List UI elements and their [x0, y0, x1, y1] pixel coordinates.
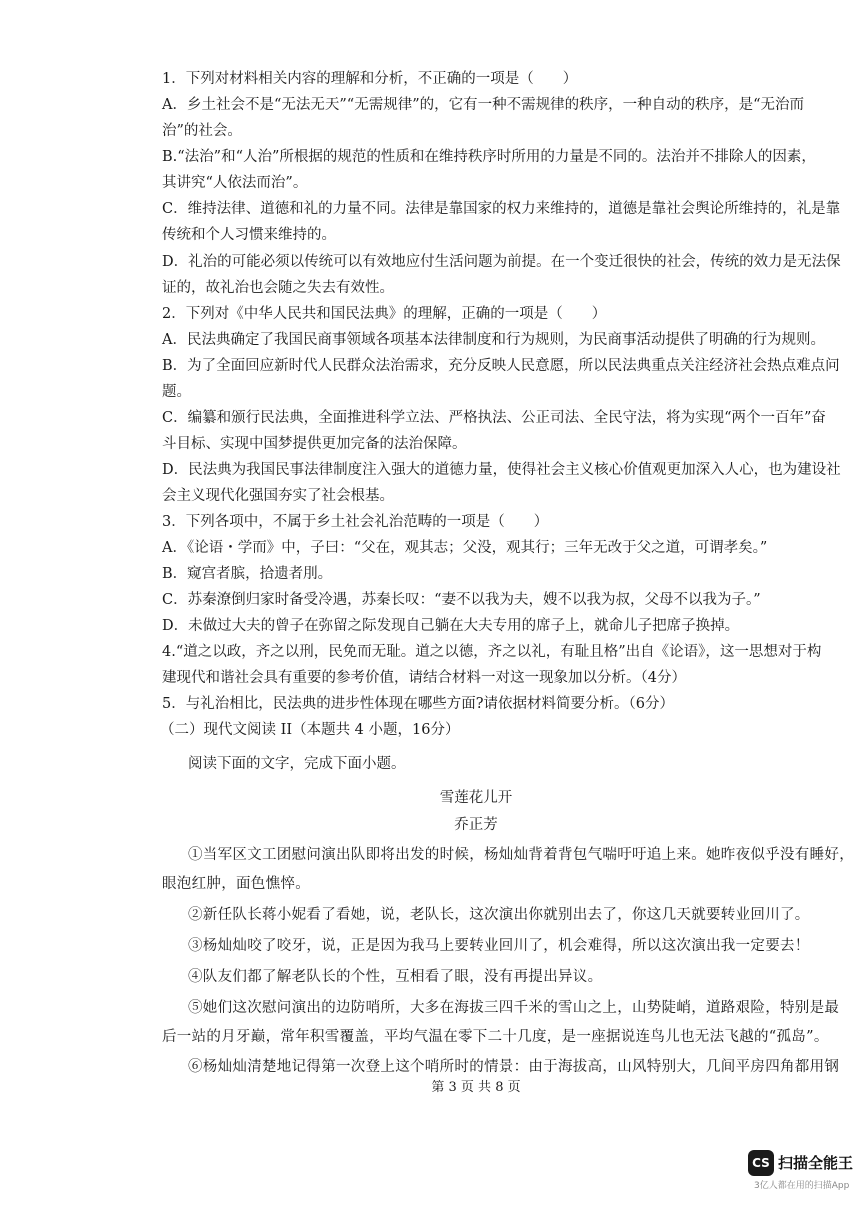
story-paragraph-1: ①当军区文工团慰问演出队即将出发的时候，杨灿灿背着背包气喘吁吁追上来。她昨夜似乎没有睡好， — [188, 847, 854, 863]
scanner-watermark — [748, 1150, 852, 1190]
story-paragraph-3: ③杨灿灿咬了咬牙，说，正是因为我马上要转业回川了，机会难得，所以这次演出我一定要去！ — [188, 938, 810, 954]
question-2-option-a: A．民法典确定了我国民商事领域各项基本法律制度和行为规则，为民商事活动提供了明确的行为规则。 — [162, 332, 825, 348]
question-2-option-c: C．编纂和颁行民法典，全面推进科学立法、严格执法、公正司法、全民守法，将为实现“两个一百年”奋 — [162, 410, 826, 426]
story-paragraph-5-cont: 后一站的月牙巅，常年积雪覆盖，平均气温在零下二十几度，是一座据说连鸟儿也无法飞越的“孤岛”。 — [162, 1029, 829, 1045]
question-3-option-b: B．窥宫者膑，拾遗者刖。 — [162, 566, 333, 582]
question-2-option-d-cont: 会主义现代化强国夯实了社会根基。 — [162, 488, 394, 504]
section-heading: （二）现代文阅读 II（本题共 4 小题，16分） — [160, 722, 460, 738]
question-1-option-d: D．礼治的可能必须以传统可以有效地应付生活问题为前提。在一个变迁很快的社会，传统的效力是无法保 — [162, 254, 841, 270]
story-paragraph-2: ②新任队长蒋小妮看了看她，说，老队长，这次演出你就别出去了，你这几天就要转业回川了。 — [188, 907, 810, 923]
watermark-name: 扫描全能王 — [778, 1154, 854, 1172]
question-2-option-c-cont: 斗目标、实现中国梦提供更加完备的法治保障。 — [162, 436, 467, 452]
question-2-stem: 2．下列对《中华人民共和国民法典》的理解，正确的一项是（ ） — [162, 306, 607, 322]
question-2-option-d: D．民法典为我国民事法律制度注入强大的道德力量，使得社会主义核心价值观更加深入人心，也为建设社 — [162, 462, 841, 478]
question-1-option-c: C．维持法律、道德和礼的力量不同。法律是靠国家的权力来维持的，道德是靠社会舆论所维持的，礼是靠 — [162, 201, 841, 217]
question-3-stem: 3．下列各项中，不属于乡土社会礼治范畴的一项是（ ） — [162, 514, 549, 530]
question-4-stem-cont: 建现代和谐社会具有重要的参考价值，请结合材料一对这一现象加以分析。（4分） — [162, 670, 686, 686]
question-3-option-c: C．苏秦潦倒归家时备受冷遇，苏秦长叹：“妻不以我为夫，嫂不以我为叔，父母不以我为子。” — [162, 592, 761, 608]
question-1-option-a-cont: 治”的社会。 — [162, 123, 242, 139]
story-paragraph-4: ④队友们都了解老队长的个性，互相看了眼，没有再提出异议。 — [188, 969, 603, 985]
story-author: 乔正芳 — [454, 817, 498, 833]
question-2-option-b-cont: 题。 — [162, 384, 191, 400]
story-title: 雪莲花儿开 — [439, 790, 513, 806]
question-3-option-d: D．未做过大夫的曾子在弥留之际发现自己躺在大夫专用的席子上，就命儿子把席子换掉。 — [162, 618, 740, 634]
watermark-tagline: 3亿人都在用的扫描App — [754, 1181, 850, 1191]
question-1-option-b-cont: 其讲究“人依法而治”。 — [162, 175, 308, 191]
question-1-option-a: A．乡土社会不是“无法无天”“无需规律”的，它有一种不需规律的秩序，一种自动的秩序，是“无治而 — [162, 97, 805, 113]
page-footer: 第 3 页 共 8 页 — [431, 1080, 521, 1095]
story-paragraph-6: ⑥杨灿灿清楚地记得第一次登上这个哨所时的情景：由于海拔高，山风特别大，几间平房四角都用钢 — [188, 1059, 840, 1075]
reading-instruction: 阅读下面的文字，完成下面小题。 — [188, 756, 406, 772]
question-1-option-d-cont: 证的，故礼治也会随之失去有效性。 — [162, 280, 394, 296]
question-5-stem: 5．与礼治相比，民法典的进步性体现在哪些方面?请依据材料简要分析。（6分） — [162, 696, 674, 712]
cs-logo-icon: CS — [748, 1150, 774, 1176]
question-3-option-a: A．《论语・学而》中，子曰：“父在，观其志；父没，观其行；三年无改于父之道，可谓孝矣。” — [162, 540, 768, 556]
question-4-stem: 4.“道之以政，齐之以刑，民免而无耻。道之以德，齐之以礼，有耻且格”出自《论语》，这一思想对于构 — [162, 644, 822, 660]
question-1-option-b: B.“法治”和“人治”所根据的规范的性质和在维持秩序时所用的力量是不同的。法治并不排除人的因素， — [162, 149, 816, 165]
question-1-option-c-cont: 传统和个人习惯来维持的。 — [162, 227, 336, 243]
story-paragraph-1-cont: 眼泡红肿，面色憔悴。 — [162, 876, 310, 892]
question-1-stem: 1．下列对材料相关内容的理解和分析，不正确的一项是（ ） — [162, 71, 578, 87]
story-paragraph-5: ⑤她们这次慰问演出的边防哨所，大多在海拔三四千米的雪山之上，山势陡峭，道路艰险，特别是最 — [188, 1000, 840, 1016]
question-2-option-b: B．为了全面回应新时代人民群众法治需求，充分反映人民意愿，所以民法典重点关注经济社会热点难点问 — [162, 358, 840, 374]
